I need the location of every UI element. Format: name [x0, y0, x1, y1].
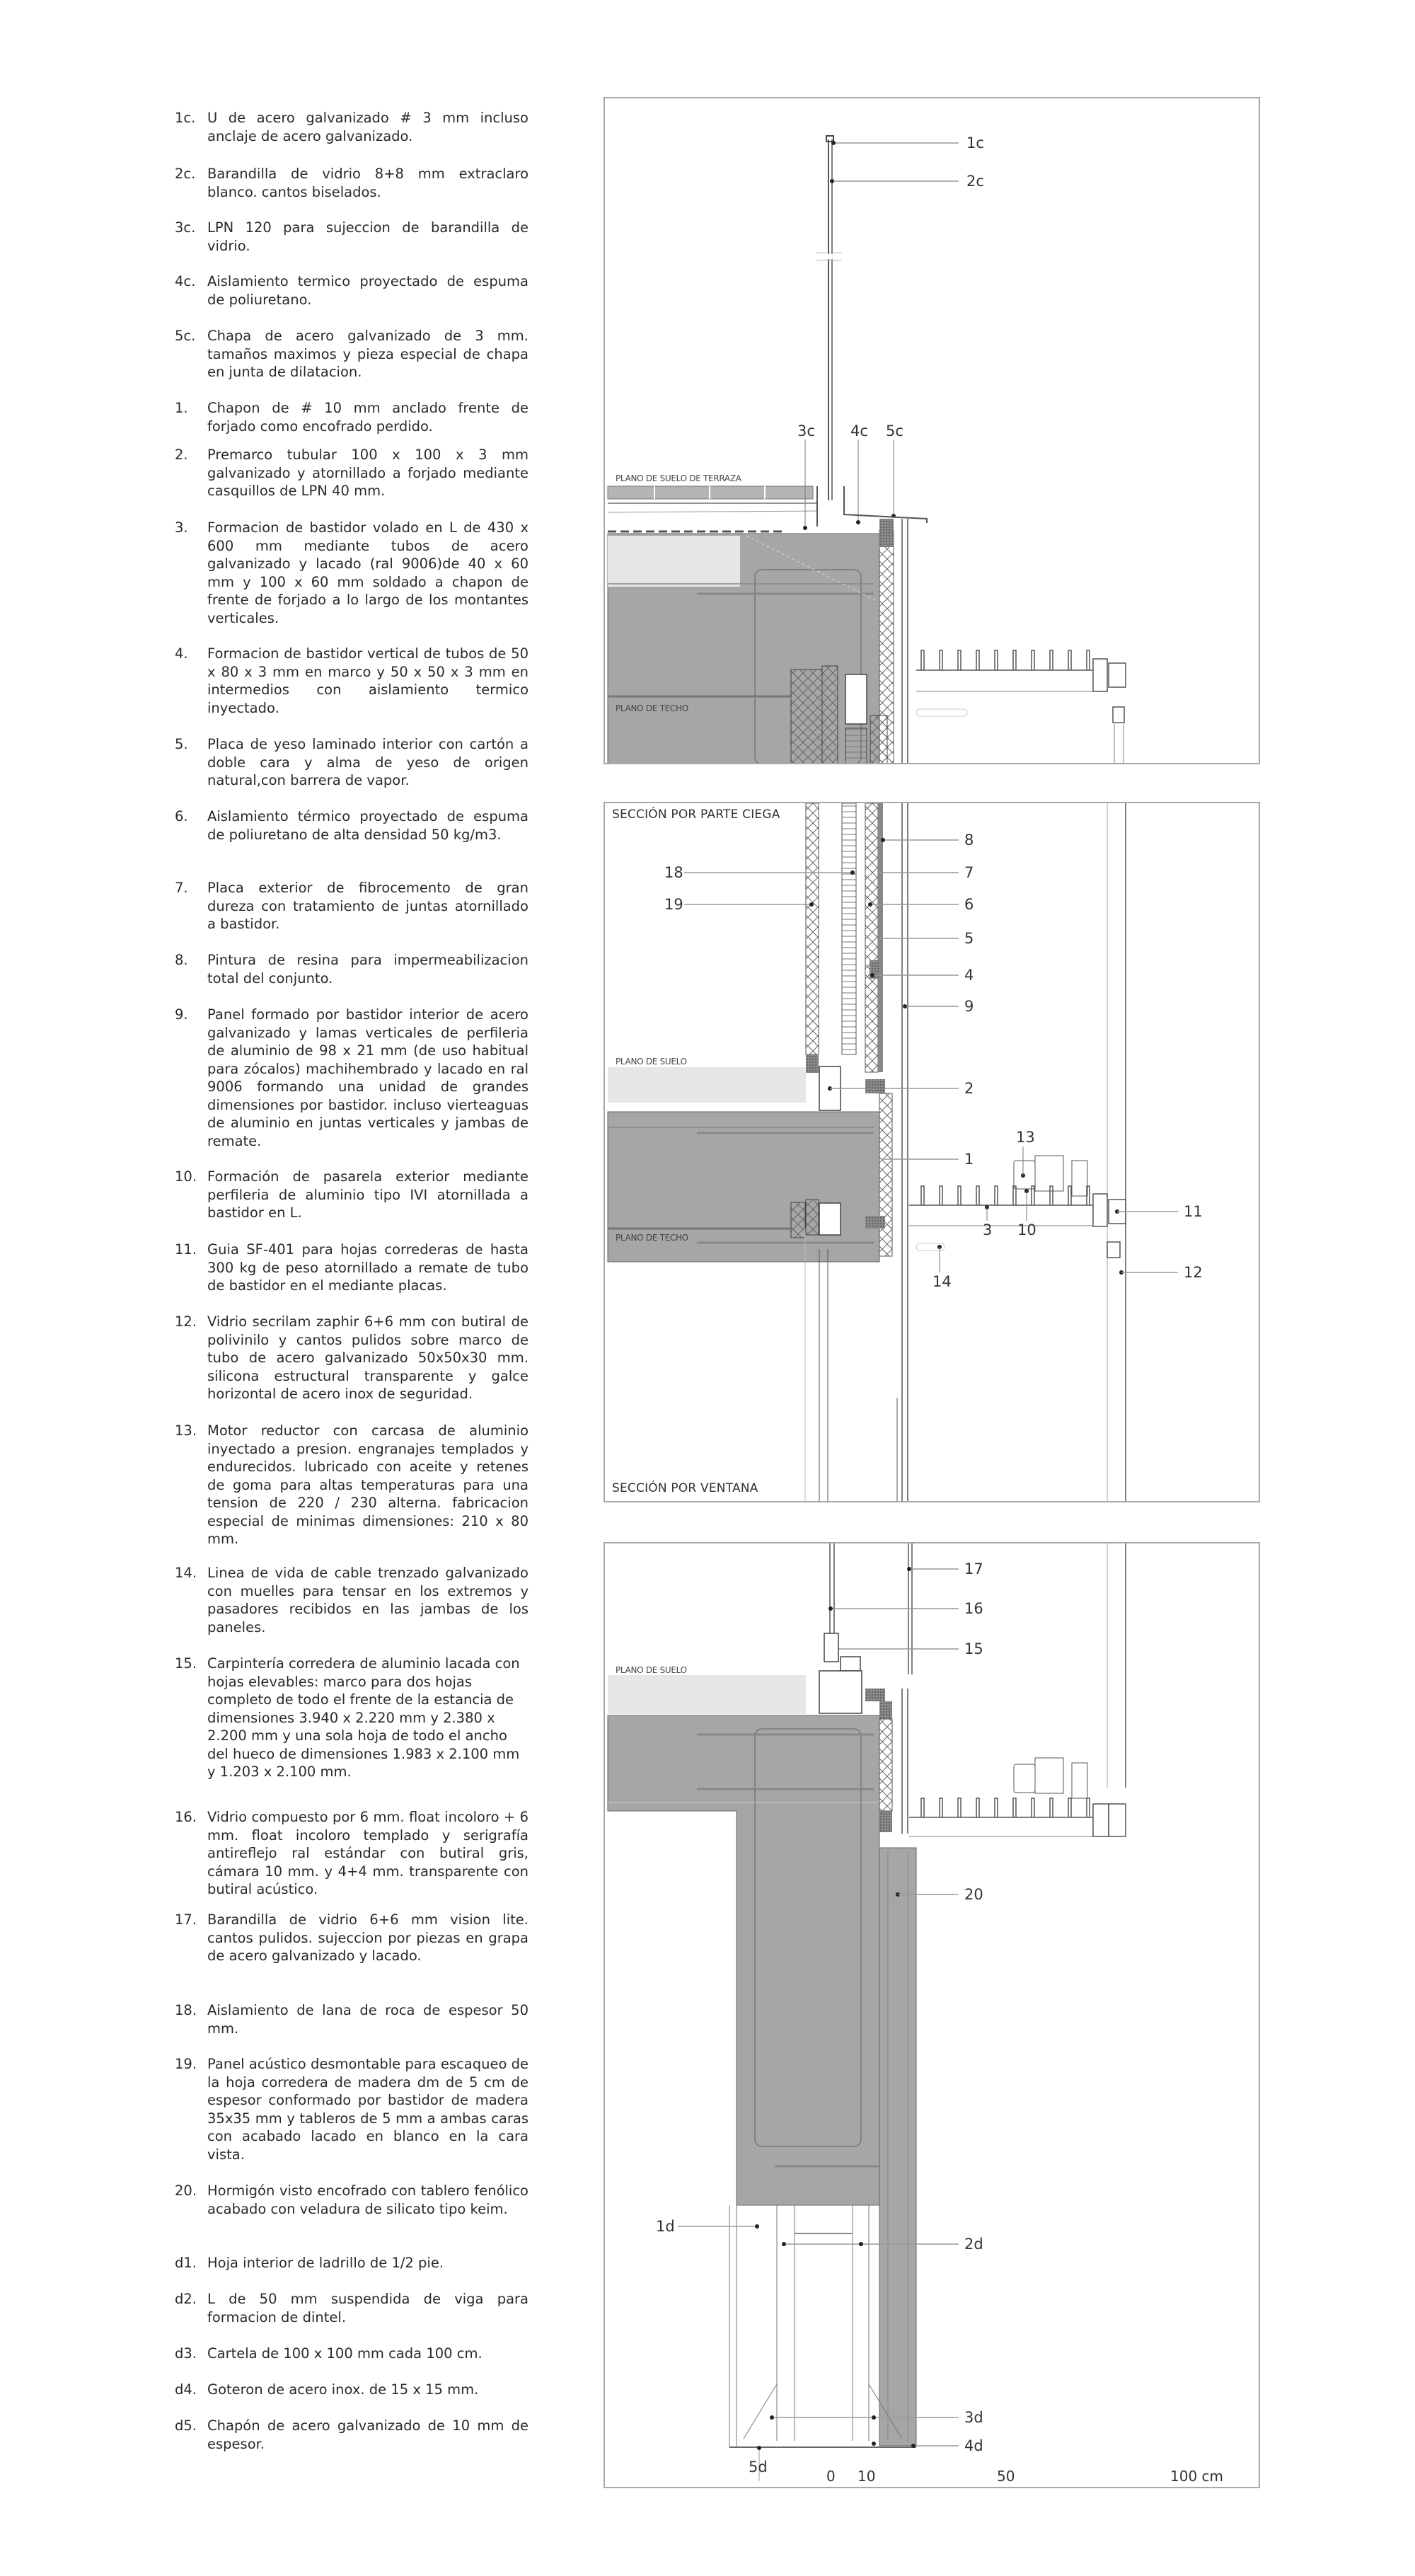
legend-item-d2	[175, 2290, 529, 2326]
legend-num: 17.	[175, 1911, 197, 1928]
section-title-window: SECCIÓN POR VENTANA	[612, 1481, 758, 1495]
legend-text: Panel formado por bastidor interior de acero galvanizado y lamas verticales de perfileria de aluminio de 98 x 21 mm (de uso habitual para zócalos) machihembrado y lacado en ral 9006 formando una unidad de grandes dimensiones por bastidor. incluso vierteaguas de aluminio en juntas verticales y jambas de remate.	[207, 1006, 529, 1149]
callout-20: 20	[964, 1886, 983, 1903]
legend-item-10	[175, 1168, 529, 1222]
legend-num: 7.	[175, 880, 188, 896]
section-panel-terrace	[603, 97, 1260, 764]
legend-item-12	[175, 1313, 529, 1403]
scale-tick-100: 100 cm	[1170, 2468, 1224, 2485]
legend-text: Guia SF-401 para hojas correderas de hasta 300 kg de peso atornillado a remate de tubo de bastidor en el mediante placas.	[207, 1241, 529, 1294]
legend-item-d3	[175, 2345, 529, 2363]
legend-num: 1.	[175, 400, 188, 416]
legend-text: Placa de yeso laminado interior con cartón a doble cara y alma de yeso de origen natural,con barrera de vapor.	[207, 736, 529, 788]
legend-num: 10.	[175, 1168, 197, 1185]
legend-num: 2.	[175, 447, 188, 463]
legend-item-1c	[175, 109, 529, 145]
legend-item-18	[175, 2001, 529, 2037]
legend-num: 6.	[175, 808, 188, 824]
callout-3: 3	[983, 1221, 993, 1238]
legend-item-13	[175, 1422, 529, 1548]
callout-4c: 4c	[850, 422, 868, 439]
legend-text: Hormigón visto encofrado con tablero fenólico acabado con veladura de silicato tipo keim.	[207, 2183, 529, 2217]
callout-7: 7	[964, 864, 974, 881]
legend-num: 4c.	[175, 273, 196, 289]
legend-text: L de 50 mm suspendida de viga para formacion de dintel.	[207, 2291, 529, 2325]
callout-3c: 3c	[797, 422, 815, 439]
legend-item-3c	[175, 219, 529, 255]
legend-num: d3.	[175, 2345, 197, 2362]
legend-text: Cartela de 100 x 100 mm cada 100 cm.	[207, 2345, 483, 2362]
legend-item-7	[175, 879, 529, 933]
section-panel-lintel	[603, 1542, 1260, 2488]
legend-text: Aislamiento de lana de roca de espesor 50 mm.	[207, 2002, 529, 2037]
legend-text: Goteron de acero inox. de 15 x 15 mm.	[207, 2381, 479, 2398]
legend-num: 5c.	[175, 328, 196, 344]
scale-tick-10: 10	[857, 2468, 876, 2485]
legend-item-6	[175, 807, 529, 844]
legend-num: 14.	[175, 1565, 197, 1581]
legend-item-2c	[175, 165, 529, 201]
legend-item-5c	[175, 327, 529, 381]
legend-item-14	[175, 1564, 529, 1636]
legend-num: 8.	[175, 952, 188, 968]
plane-label-ceiling: PLANO DE TECHO	[616, 1233, 688, 1243]
legend-num: 3.	[175, 519, 188, 536]
callout-12: 12	[1184, 1264, 1203, 1281]
legend-text: Placa exterior de fibrocemento de gran dureza con tratamiento de juntas atornillado a bastidor.	[207, 880, 529, 932]
legend-item-5	[175, 735, 529, 790]
legend-text: Chapón de acero galvanizado de 10 mm de espesor.	[207, 2417, 529, 2452]
callout-1: 1	[964, 1151, 974, 1168]
legend-item-11	[175, 1241, 529, 1295]
section-drawing-wall	[605, 803, 1260, 1502]
legend-item-4	[175, 645, 529, 717]
callout-1d: 1d	[656, 2218, 675, 2235]
legend-num: 20.	[175, 2183, 197, 2199]
legend-num: d1.	[175, 2255, 197, 2271]
scale-tick-0: 0	[826, 2468, 836, 2485]
legend-num: 2c.	[175, 166, 196, 182]
legend-text: Formacion de bastidor vertical de tubos de 50 x 80 x 3 mm en marco y 50 x 50 x 3 mm en intermedios con aislamiento termico inyectado.	[207, 645, 529, 716]
legend-text: Aislamiento térmico proyectado de espuma de poliuretano de alta densidad 50 kg/m3.	[207, 808, 529, 843]
legend-text: Formación de pasarela exterior mediante perfileria de aluminio tipo IVI atornillada a bastidor en L.	[207, 1168, 529, 1221]
legend-num: d5.	[175, 2417, 197, 2434]
legend-item-d4	[175, 2381, 529, 2399]
legend-text: LPN 120 para sujeccion de barandilla de vidrio.	[207, 219, 529, 254]
callout-16: 16	[964, 1600, 983, 1617]
legend-item-1	[175, 399, 529, 435]
legend-text: Vidrio compuesto por 6 mm. float incoloro + 6 mm. float incoloro templado y serigrafía antireflejo ral estándar con butiral gris, cámara 10 mm. y 4+4 mm. transparente con butiral acústico.	[207, 1809, 529, 1897]
legend	[0, 0, 566, 2576]
legend-num: 3c.	[175, 219, 196, 236]
callout-4d: 4d	[964, 2437, 983, 2454]
callout-5: 5	[964, 930, 974, 947]
legend-text: Barandilla de vidrio 8+8 mm extraclaro blanco. cantos biselados.	[207, 166, 529, 200]
legend-text: Vidrio secrilam zaphir 6+6 mm con butiral de polivinilo y cantos pulidos sobre marco de tubo de acero galvanizado 50x50x30 mm. silicona estructural transparente y galce horizontal de acero inox de seguridad.	[207, 1313, 529, 1402]
section-drawing-terrace	[605, 98, 1260, 764]
legend-item-9	[175, 1006, 529, 1150]
legend-num: 12.	[175, 1313, 197, 1330]
legend-text: Hoja interior de ladrillo de 1/2 pie.	[207, 2255, 444, 2271]
legend-text: Chapa de acero galvanizado de 3 mm. tamaños maximos y pieza especial de chapa en junta de dilatacion.	[207, 328, 529, 380]
legend-item-d1	[175, 2254, 529, 2272]
legend-num: 4.	[175, 645, 188, 662]
legend-text: Barandilla de vidrio 6+6 mm vision lite. cantos pulidos. sujeccion por piezas en grapa de acero galvanizado y lacado.	[207, 1911, 529, 1964]
callout-14: 14	[932, 1273, 952, 1290]
callout-5d: 5d	[749, 2459, 768, 2476]
callout-9: 9	[964, 998, 974, 1015]
plane-label-ceiling: PLANO DE TECHO	[616, 703, 688, 713]
callout-1c: 1c	[966, 134, 984, 151]
legend-item-8	[175, 951, 529, 987]
legend-text: Carpintería corredera de aluminio lacada con hojas elevables: marco para dos hojas completo de todo el frente de la estancia de dimensiones 3.940 x 2.220 mm y 2.380 x 2.200 mm y una sola hoja de todo el ancho del hueco de dimensiones 1.983 x 2.100 mm y 1.203 x 2.100 mm.	[207, 1655, 520, 1780]
plane-label-terrace-floor: PLANO DE SUELO DE TERRAZA	[616, 473, 741, 483]
legend-num: d4.	[175, 2381, 197, 2398]
callout-11: 11	[1184, 1203, 1203, 1220]
legend-num: 16.	[175, 1809, 197, 1825]
callout-3d: 3d	[964, 2409, 983, 2426]
section-drawing-lintel	[605, 1543, 1260, 2488]
legend-item-4c	[175, 272, 529, 309]
legend-num: 18.	[175, 2002, 197, 2018]
callout-2d: 2d	[964, 2236, 983, 2253]
callout-5c: 5c	[886, 422, 903, 439]
plane-label-floor: PLANO DE SUELO	[616, 1665, 687, 1675]
callout-13: 13	[1016, 1129, 1035, 1146]
callout-18: 18	[664, 864, 683, 881]
legend-text: Panel acústico desmontable para escaqueo de la hoja corredera de madera dm de 5 cm de espesor conformado por bastidor de madera 35x35 mm y tableros de 5 mm a ambas caras con acabado lacado en blanco en la cara vista.	[207, 2056, 529, 2163]
legend-num: 9.	[175, 1006, 188, 1023]
legend-item-17	[175, 1911, 529, 1965]
legend-text: Chapon de # 10 mm anclado frente de forjado como encofrado perdido.	[207, 400, 529, 435]
legend-item-d5	[175, 2417, 529, 2453]
callout-4: 4	[964, 967, 974, 984]
legend-num: 19.	[175, 2056, 197, 2072]
legend-text: U de acero galvanizado # 3 mm incluso anclaje de acero galvanizado.	[207, 110, 529, 144]
legend-text: Linea de vida de cable trenzado galvanizado con muelles para tensar en los extremos y pasadores recibidos en las jambas de los paneles.	[207, 1565, 529, 1635]
section-title-blind: SECCIÓN POR PARTE CIEGA	[612, 807, 780, 822]
legend-item-2	[175, 446, 529, 500]
legend-num: 13.	[175, 1422, 197, 1439]
legend-text: Premarco tubular 100 x 100 x 3 mm galvanizado y atornillado a forjado mediante casquillos de LPN 40 mm.	[207, 447, 529, 499]
legend-num: 15.	[175, 1655, 197, 1672]
legend-item-16	[175, 1808, 529, 1899]
section-panel-wall	[603, 802, 1260, 1502]
legend-item-19	[175, 2055, 529, 2163]
legend-num: 5.	[175, 736, 188, 752]
callout-6: 6	[964, 896, 974, 913]
callout-2c: 2c	[966, 173, 984, 190]
callout-17: 17	[964, 1560, 983, 1577]
legend-num: 1c.	[175, 110, 196, 126]
scale-tick-50: 50	[997, 2468, 1015, 2485]
legend-text: Motor reductor con carcasa de aluminio inyectado a presion. engranajes templados y endurecidos. lubricado con aceite y retenes de goma para altas temperaturas para una tension de 220 / 230 alterna. fabricacion especial de minimas dimensiones: 210 x 80 mm.	[207, 1422, 529, 1547]
legend-item-20	[175, 2182, 529, 2218]
legend-text: Aislamiento termico proyectado de espuma de poliuretano.	[207, 273, 529, 308]
legend-num: 11.	[175, 1241, 197, 1258]
callout-10: 10	[1017, 1221, 1036, 1238]
legend-item-3	[175, 519, 529, 627]
legend-num: d2.	[175, 2291, 197, 2307]
plane-label-floor: PLANO DE SUELO	[616, 1057, 687, 1066]
callout-8: 8	[964, 832, 974, 849]
callout-19: 19	[664, 896, 683, 913]
legend-item-15	[175, 1655, 529, 1781]
callout-2: 2	[964, 1080, 974, 1097]
legend-text: Pintura de resina para impermeabilizacion total del conjunto.	[207, 952, 529, 987]
legend-text: Formacion de bastidor volado en L de 430 x 600 mm mediante tubos de acero galvanizado y lacado (ral 9006)de 40 x 60 mm y 100 x 60 mm soldado a chapon de frente de forjado a lo largo de los montantes verticales.	[207, 519, 529, 626]
callout-15: 15	[964, 1640, 983, 1657]
